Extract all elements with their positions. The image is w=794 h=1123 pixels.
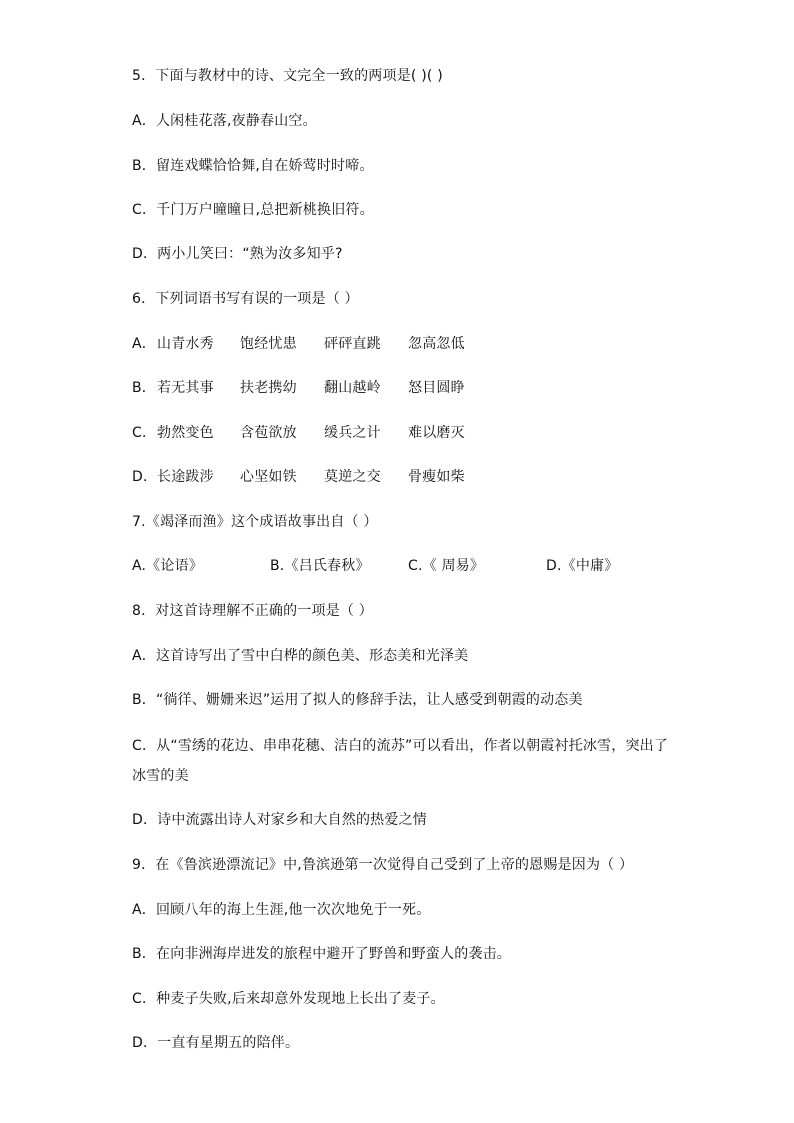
option-label: B． [132, 380, 157, 396]
choice-c: C.《 周易》 [408, 558, 485, 574]
question-5-option-d: D．两小儿笑曰：“熟为汝多知乎? [132, 246, 343, 262]
question-5-stem: 5．下面与教材中的诗、文完全一致的两项是( )( ) [132, 68, 443, 84]
word: 缓兵之计 [324, 425, 381, 441]
word: 骨瘦如柴 [408, 469, 465, 485]
word: 含苞欲放 [240, 425, 297, 441]
question-8-option-a: A．这首诗写出了雪中白桦的颜色美、形态美和光泽美 [132, 648, 469, 664]
question-8-stem: 8．对这首诗理解不正确的一项是（ ） [132, 603, 373, 619]
word: 山青水秀 [157, 336, 214, 352]
question-8-option-c: C．从“雪绣的花边、串串花穗、洁白的流苏”可以看出，作者以朝霞衬托冰雪，突出了冰雪的美 [132, 738, 669, 784]
word: 若无其事 [157, 380, 214, 396]
option-label: D． [132, 469, 158, 485]
word: 砰砰直跳 [324, 336, 381, 352]
question-9-option-d: D．一直有星期五的陪伴。 [132, 1035, 300, 1051]
question-7-stem: 7.《竭泽而渔》这个成语故事出自（ ） [132, 514, 378, 530]
question-8-option-b: B．“徜徉、姗姗来迟”运用了拟人的修辞手法，让人感受到朝霞的动态美 [132, 692, 583, 708]
word: 扶老携幼 [240, 380, 297, 396]
word: 难以磨灭 [408, 425, 465, 441]
option-label: A． [132, 336, 156, 352]
question-5-option-b: B．留连戏蝶恰恰舞,自在娇莺时时啼。 [132, 158, 374, 174]
word: 翻山越岭 [324, 380, 381, 396]
word: 忽高忽低 [408, 336, 465, 352]
question-9-option-b: B．在向非洲海岸进发的旅程中避开了野兽和野蛮人的袭击。 [132, 946, 512, 962]
word: 勃然变色 [157, 425, 214, 441]
word: 饱经忧患 [240, 336, 297, 352]
option-label: C． [132, 425, 157, 441]
question-6-row-d [132, 467, 672, 487]
question-6-row-b [132, 378, 672, 398]
choice-a: A.《论语》 [132, 558, 203, 574]
question-6-stem: 6．下列词语书写有误的一项是（ ） [132, 291, 359, 307]
word: 心坚如铁 [240, 469, 297, 485]
choice-d: D.《中庸》 [546, 558, 619, 574]
question-6-row-c [132, 423, 672, 443]
word: 怒目圆睁 [408, 380, 465, 396]
question-9-stem: 9．在《鲁滨逊漂流记》中,鲁滨逊第一次觉得自己受到了上帝的恩赐是因为（ ） [132, 857, 634, 873]
question-5-option-c: C．千门万户曈曈日,总把新桃换旧符。 [132, 202, 374, 218]
question-6-row-a [132, 334, 672, 354]
word: 莫逆之交 [324, 469, 381, 485]
question-9-option-c: C．种麦子失败,后来却意外发现地上长出了麦子。 [132, 991, 445, 1007]
question-9-option-a: A．回顾八年的海上生涯,他一次次地免于一死。 [132, 902, 431, 918]
question-8-option-d: D．诗中流露出诗人对家乡和大自然的热爱之情 [132, 812, 427, 828]
choice-b: B.《吕氏春秋》 [270, 558, 370, 574]
question-5-option-a: A．人闲桂花落,夜静春山空。 [132, 113, 317, 129]
question-7-choices [132, 556, 672, 576]
word: 长途跋涉 [157, 469, 214, 485]
